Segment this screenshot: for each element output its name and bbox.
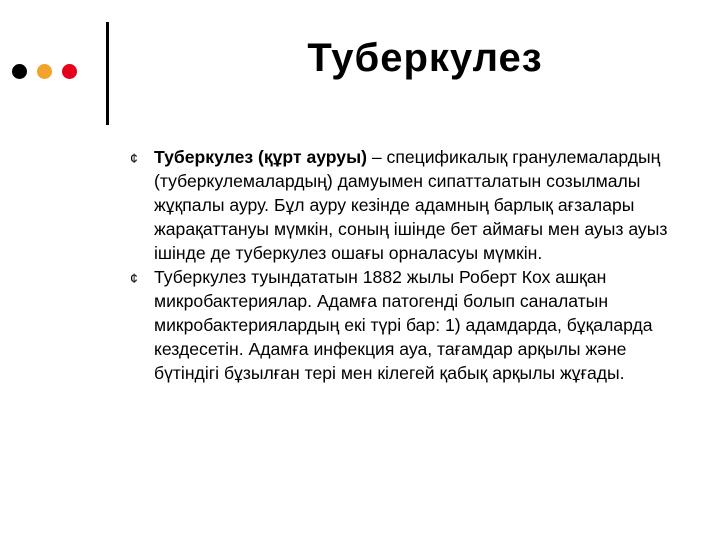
decor-dots: [12, 64, 77, 79]
black-dot-icon: [12, 64, 27, 79]
bullet-term: Туберкулез (құрт ауруы): [154, 147, 367, 167]
bullet-item: [130, 265, 675, 385]
orange-dot-icon: [37, 64, 52, 79]
bullet-list: [130, 145, 675, 385]
slide-title: Туберкулез: [307, 36, 543, 80]
bullet-text: Туберкулез туындататын 1882 жылы Роберт Кох ашқан микробактериялар. Адамға патогенді болып саналатын микробактериялардың екі түрі бар: 1) адамдарда, бұқаларда кездесетін. Адамға инфекция ауа, тағамдар арқылы және бүтіндігі бұзылған тері мен кілегей қабық арқылы жұғады.: [154, 267, 653, 383]
bullet-marker-icon: ¢: [130, 270, 138, 286]
divider-line: [106, 22, 109, 125]
red-dot-icon: [62, 64, 77, 79]
bullet-text: – спецификалық гранулемалардың (туберкулемалардың) дамуымен сипатталатын созылмалы жұқпалы ауру. Бұл ауру кезінде адамның барлық ағзалары жарақаттануы мүмкін, соның ішінде бет аймағы мен ауыз ауыз ішінде де туберкулез ошағы орналасуы мүмкін.: [154, 147, 668, 263]
bullet-item: [130, 145, 675, 265]
bullet-marker-icon: ¢: [130, 150, 138, 166]
